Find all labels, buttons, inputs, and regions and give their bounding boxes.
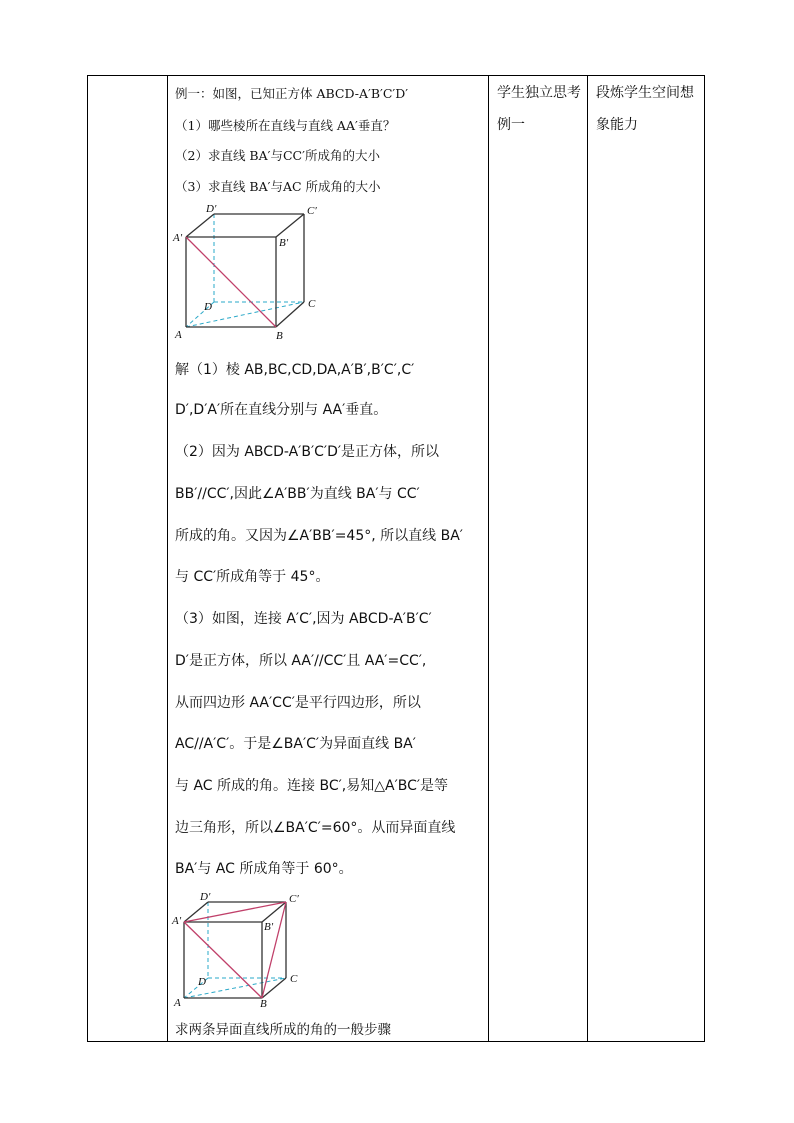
label-b1: B′ — [279, 237, 289, 249]
solution-line: 解（1）棱 AB,BC,CD,DA,A′B′,B′C′,C′ — [175, 362, 415, 378]
label-a: A — [175, 329, 182, 341]
general-steps-heading: 求两条异面直线所成的角的一般步骤 — [175, 1022, 391, 1038]
column-divider — [587, 76, 588, 1041]
edge — [276, 302, 304, 327]
label-a1: A′ — [172, 915, 182, 927]
column-divider — [488, 76, 489, 1041]
design-intent-cell — [589, 76, 705, 1041]
edge — [186, 214, 214, 237]
question-1: （1）哪些棱所在直线与直线 AA′垂直？ — [175, 118, 396, 133]
label-c: C — [308, 298, 316, 310]
label-a: A — [174, 997, 181, 1009]
label-b1: B′ — [264, 921, 274, 933]
solution-line: D′,D′A′所在直线分别与 AA′垂直。 — [175, 402, 388, 418]
solution-line: 与 AC 所成的角。连接 BC′,易知△A′BC′是等 — [175, 778, 449, 794]
label-c: C — [290, 973, 298, 985]
edge — [276, 214, 304, 237]
student-activity-line: 例一 — [497, 117, 525, 133]
cube-figure-2 — [172, 891, 306, 1010]
solution-line: BB′//CC′,因此∠A′BB′为直线 BA′与 CC′ — [175, 486, 420, 502]
label-b: B — [276, 330, 283, 342]
solution-line: （2）因为 ABCD-A′B′C′D′是正方体，所以 — [175, 444, 440, 460]
diagonal-ba1 — [186, 237, 276, 327]
solution-line: 所成的角。又因为∠A′BB′=45°, 所以直线 BA′ — [175, 528, 463, 544]
lesson-table — [87, 75, 705, 1042]
design-intent-line: 段炼学生空间想 — [596, 85, 694, 101]
solution-line: AC//A′C′。于是∠BA′C′为异面直线 BA′ — [175, 736, 416, 752]
solution-line: 与 CC′所成角等于 45°。 — [175, 569, 330, 585]
diagonal-bc1 — [262, 902, 286, 998]
student-activity-cell — [490, 76, 587, 1041]
design-intent-line: 象能力 — [596, 117, 638, 133]
solution-line: 边三角形，所以∠BA′C′=60°。从而异面直线 — [175, 820, 456, 836]
solution-line: D′是正方体，所以 AA′//CC′且 AA′=CC′, — [175, 653, 427, 669]
label-b: B — [260, 998, 267, 1010]
question-2: （2）求直线 BA′与CC′所成角的大小 — [175, 148, 380, 163]
label-c1: C′ — [307, 205, 317, 217]
solution-line: 从而四边形 AA′CC′是平行四边形，所以 — [175, 695, 421, 711]
example-title: 例一：如图，已知正方体 ABCD-A′B′C′D′ — [175, 86, 409, 101]
label-a1: A′ — [173, 232, 183, 244]
question-3: （3）求直线 BA′与AC 所成角的大小 — [175, 179, 381, 194]
label-d1: D′ — [200, 891, 211, 903]
label-d1: D′ — [206, 203, 217, 215]
student-activity-line: 学生独立思考 — [497, 85, 581, 101]
label-d: D — [204, 301, 212, 313]
label-d: D — [198, 976, 206, 988]
solution-line: （3）如图，连接 A′C′,因为 ABCD-A′B′C′ — [175, 611, 432, 627]
diagonal-ba1 — [184, 922, 262, 998]
diagonal-a1c1 — [184, 902, 286, 922]
label-c1: C′ — [289, 893, 299, 905]
teaching-content-cell — [168, 76, 488, 1041]
cube-figure-1 — [173, 203, 328, 342]
solution-line: BA′与 AC 所成角等于 60°。 — [175, 861, 353, 877]
